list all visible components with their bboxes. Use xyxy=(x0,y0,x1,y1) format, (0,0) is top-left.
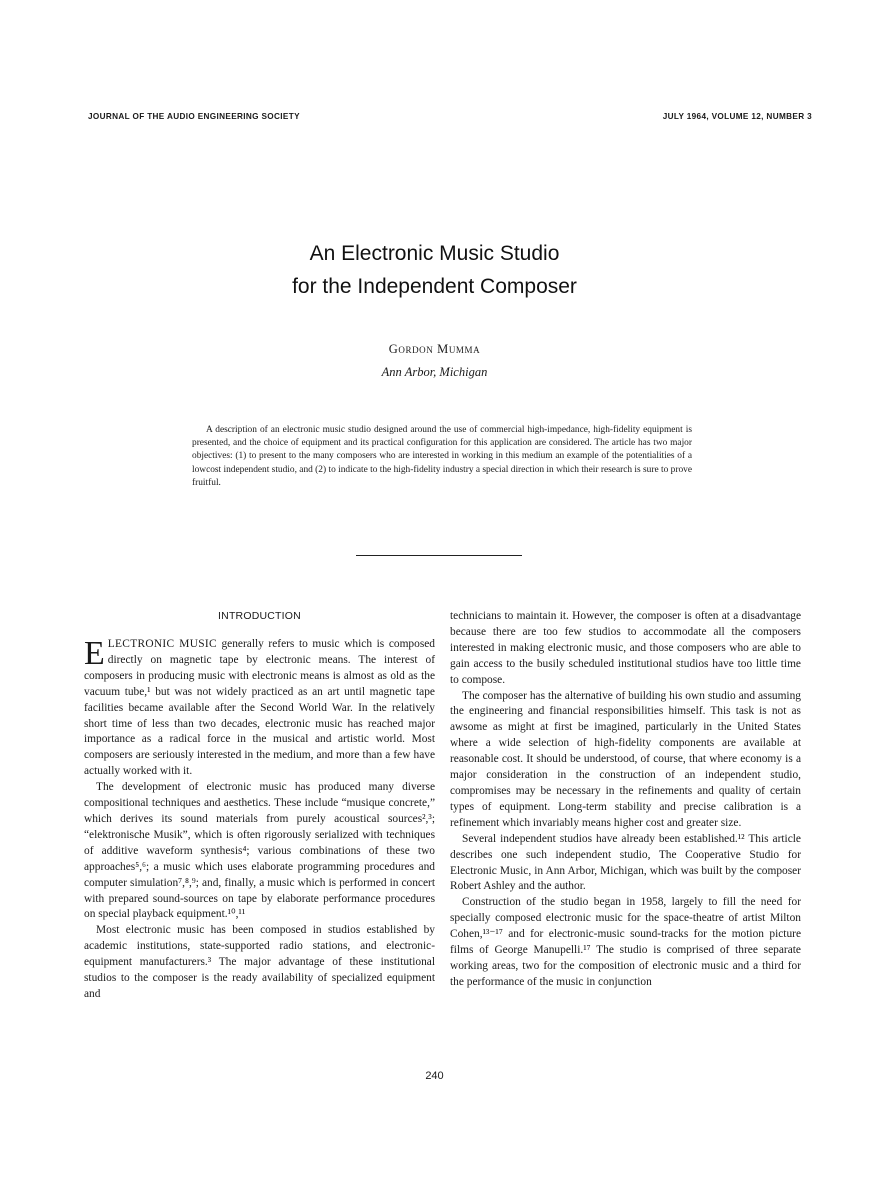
drop-cap-lead: LECTRONIC MUSIC xyxy=(107,638,217,650)
journal-running-head: JOURNAL OF THE AUDIO ENGINEERING SOCIETY xyxy=(88,112,300,121)
left-column xyxy=(84,609,435,1003)
issue-running-head: JULY 1964, VOLUME 12, NUMBER 3 xyxy=(662,112,812,121)
paragraph: Construction of the studio began in 1958, largely to fill the need for specially composed electronic music for the space-theatre of artist Milton Cohen,¹³⁻¹⁷ and for electronic-music sound-tracks for the motion picture films of George Manupelli.¹⁷ The studio is comprised of three separate working areas, two for the composition of electronic music and a third for the performance of the music in conjunction xyxy=(450,896,801,988)
section-divider xyxy=(356,555,522,556)
title-line-1: An Electronic Music Studio xyxy=(309,242,560,265)
drop-cap: E xyxy=(84,635,105,672)
section-heading: INTRODUCTION xyxy=(218,610,301,622)
paragraph: The composer has the alternative of building his own studio and assuming the engineering and financial responsibilities himself. This task is not as awsome as might at first be imagined, particularly in the United States where a wide selection of high-fidelity components are available at reasonable cost. It should be understood, of course, that where economy is a major consideration in the construction of an independent studio, compromises may be necessary in the refinements and quality of certain types of equipment. Long-term stability and precise calibration is a refinement which invariably means higher cost and greater size. xyxy=(450,689,801,829)
article-title xyxy=(0,237,869,303)
title-line-2: for the Independent Composer xyxy=(292,275,577,298)
paragraph: Most electronic music has been composed in studios established by academic institutions, state-supported radio stations, and electronic-equipment manufacturers.³ The major advantage of these institutional studios to the composer is the ready availability of specialized equipment and xyxy=(84,924,435,1000)
paragraph: Several independent studios have already been established.¹² This article describes one such independent studio, The Cooperative Studio for Electronic Music, in Ann Arbor, Michigan, which was built by the composer Robert Ashley and the author. xyxy=(450,832,801,893)
page-number: 240 xyxy=(425,1070,444,1082)
paragraph: technicians to maintain it. However, the composer is often at a disadvantage because there are too few studios to accommodate all the composers interested in making electronic music, and those composers who are able to gain access to the busily scheduled institutional studios have too little time to compose. xyxy=(450,610,801,686)
author-affiliation: Ann Arbor, Michigan xyxy=(381,365,488,379)
author-name: Gordon Mumma xyxy=(388,342,481,356)
abstract: A description of an electronic music studio designed around the use of commercial high-impedance, high-fidelity equipment is presented, and the choice of equipment and its practical configuration for this application are considered. The article has two major objectives: (1) to present to the many composers who are interested in working in this medium an example of the potentialities of a lowcost independent studio, and (2) to indicate to the high-fidelity industry a special direction in which their research is sure to prove fruitful. xyxy=(192,425,692,488)
paragraph xyxy=(84,637,435,780)
paragraph-text: generally refers to music which is composed directly on magnetic tape by electronic means. The interest of composers in producing music with electronic means is almost as old as the vacuum tube,¹ but was not widely practiced as an art until magnetic tape facilities became available after the Second World War. In the relatively short time of less than two decades, electronic music has reached major importance as a radical force in the musical and artistic world. Most composers are seriously interested in the medium, and more than a few have actually worked with it. xyxy=(84,638,436,778)
paragraph: The development of electronic music has produced many diverse compositional techniques and aesthetics. These include “musique concrete,” which derives its sound materials from purely acoustical sources²,³; “elektronische Musik”, which is often rigorously serialized with techniques of additive waveform synthesis⁴; various combinations of these two approaches⁵,⁶; a music which uses elaborate programming procedures and computer simulation⁷,⁸,⁹; and, finally, a music which is performed in concert with prepared sound-sources on tape by elaborate performance procedures on special playback equipment.¹⁰,¹¹ xyxy=(84,781,435,921)
right-column xyxy=(450,609,801,991)
